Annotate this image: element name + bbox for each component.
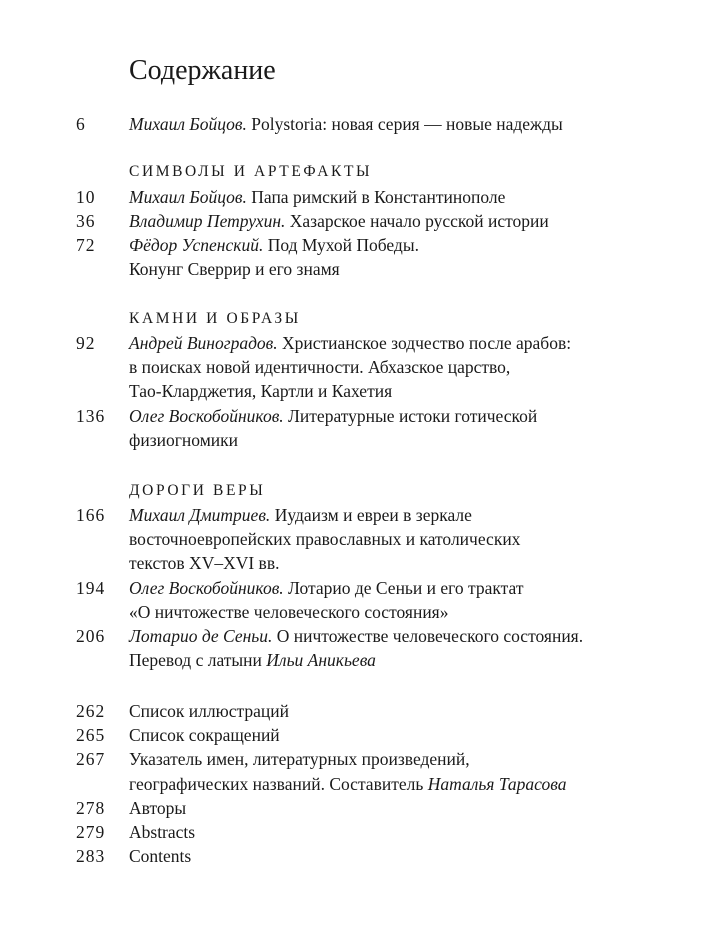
translator-name: Ильи Аникьева — [266, 650, 376, 670]
page-number: 92 — [76, 333, 96, 353]
author-name: Андрей Виноградов. — [129, 333, 278, 353]
entry-title — [129, 772, 566, 796]
compiler-name: Наталья Тарасова — [427, 774, 567, 794]
work-title: Литературные истоки готической — [283, 406, 538, 426]
work-title: Хазарское начало русской истории — [285, 211, 549, 231]
page-number: 267 — [76, 749, 106, 769]
entry-title — [129, 404, 537, 428]
page-number: 283 — [76, 846, 106, 866]
work-title: Христианское зодчество после арабов: — [277, 333, 572, 353]
entry-title: Список сокращений — [129, 725, 280, 745]
work-title: О ничтожестве человеческого состояния. — [272, 626, 584, 646]
page-number: 206 — [76, 626, 106, 646]
translation-note: Перевод с латыни — [129, 650, 267, 670]
work-title: Лотарио де Сеньи и его трактат — [283, 578, 524, 598]
section-heading: ДОРОГИ ВЕРЫ — [129, 482, 266, 499]
page-number: 278 — [76, 798, 106, 818]
entry-title — [129, 624, 583, 648]
entry-title: Abstracts — [129, 822, 196, 842]
work-title: Иудаизм и евреи в зеркале — [270, 505, 472, 525]
author-name: Владимир Петрухин. — [129, 211, 286, 231]
entry-title — [129, 112, 563, 136]
section-heading: СИМВОЛЫ И АРТЕФАКТЫ — [129, 163, 373, 180]
page-number: 72 — [76, 235, 96, 255]
page-number: 6 — [76, 114, 86, 134]
work-title: Конунг Сверрир и его знамя — [129, 259, 340, 279]
work-title: «О ничтожестве человеческого состояния» — [129, 602, 449, 622]
author-name: Михаил Бойцов. — [129, 114, 247, 134]
entry-title-part: географических названий. Составитель — [129, 774, 428, 794]
entry-title: Указатель имен, литературных произведений, — [129, 749, 470, 769]
page-number: 194 — [76, 578, 106, 598]
page-number: 136 — [76, 406, 106, 426]
work-title — [129, 648, 376, 672]
author-name: Михаил Дмитриев. — [129, 505, 271, 525]
entry-title — [129, 185, 505, 209]
page-number: 36 — [76, 211, 96, 231]
page-number: 265 — [76, 725, 106, 745]
entry-title — [129, 233, 419, 257]
entry-title — [129, 209, 549, 233]
author-name: Лотарио де Сеньи. — [129, 626, 273, 646]
work-title: физиогномики — [129, 430, 238, 450]
work-title: Polystoria: новая серия — новые надежды — [246, 114, 563, 134]
entry-title: Contents — [129, 846, 192, 866]
page-title: Содержание — [129, 55, 276, 86]
page-number: 279 — [76, 822, 106, 842]
entry-title — [129, 576, 524, 600]
author-name: Фёдор Успенский. — [129, 235, 264, 255]
entry-title: Список иллюстраций — [129, 701, 289, 721]
entry-title — [129, 503, 472, 527]
author-name: Олег Воскобойников. — [129, 406, 284, 426]
work-title: Тао-Кларджетия, Картли и Кахетия — [129, 381, 393, 401]
entry-title — [129, 331, 571, 355]
page-number: 10 — [76, 187, 96, 207]
author-name: Олег Воскобойников. — [129, 578, 284, 598]
work-title: в поисках новой идентичности. Абхазское царство, — [129, 357, 511, 377]
section-heading: КАМНИ И ОБРАЗЫ — [129, 310, 301, 327]
work-title: Под Мухой Победы. — [263, 235, 419, 255]
entry-title: Авторы — [129, 798, 187, 818]
work-title: Папа римский в Константинополе — [246, 187, 506, 207]
work-title: восточноевропейских православных и католических — [129, 529, 521, 549]
work-title: текстов XV–XVI вв. — [129, 553, 280, 573]
page-number: 262 — [76, 701, 106, 721]
author-name: Михаил Бойцов. — [129, 187, 247, 207]
page-number: 166 — [76, 505, 106, 525]
